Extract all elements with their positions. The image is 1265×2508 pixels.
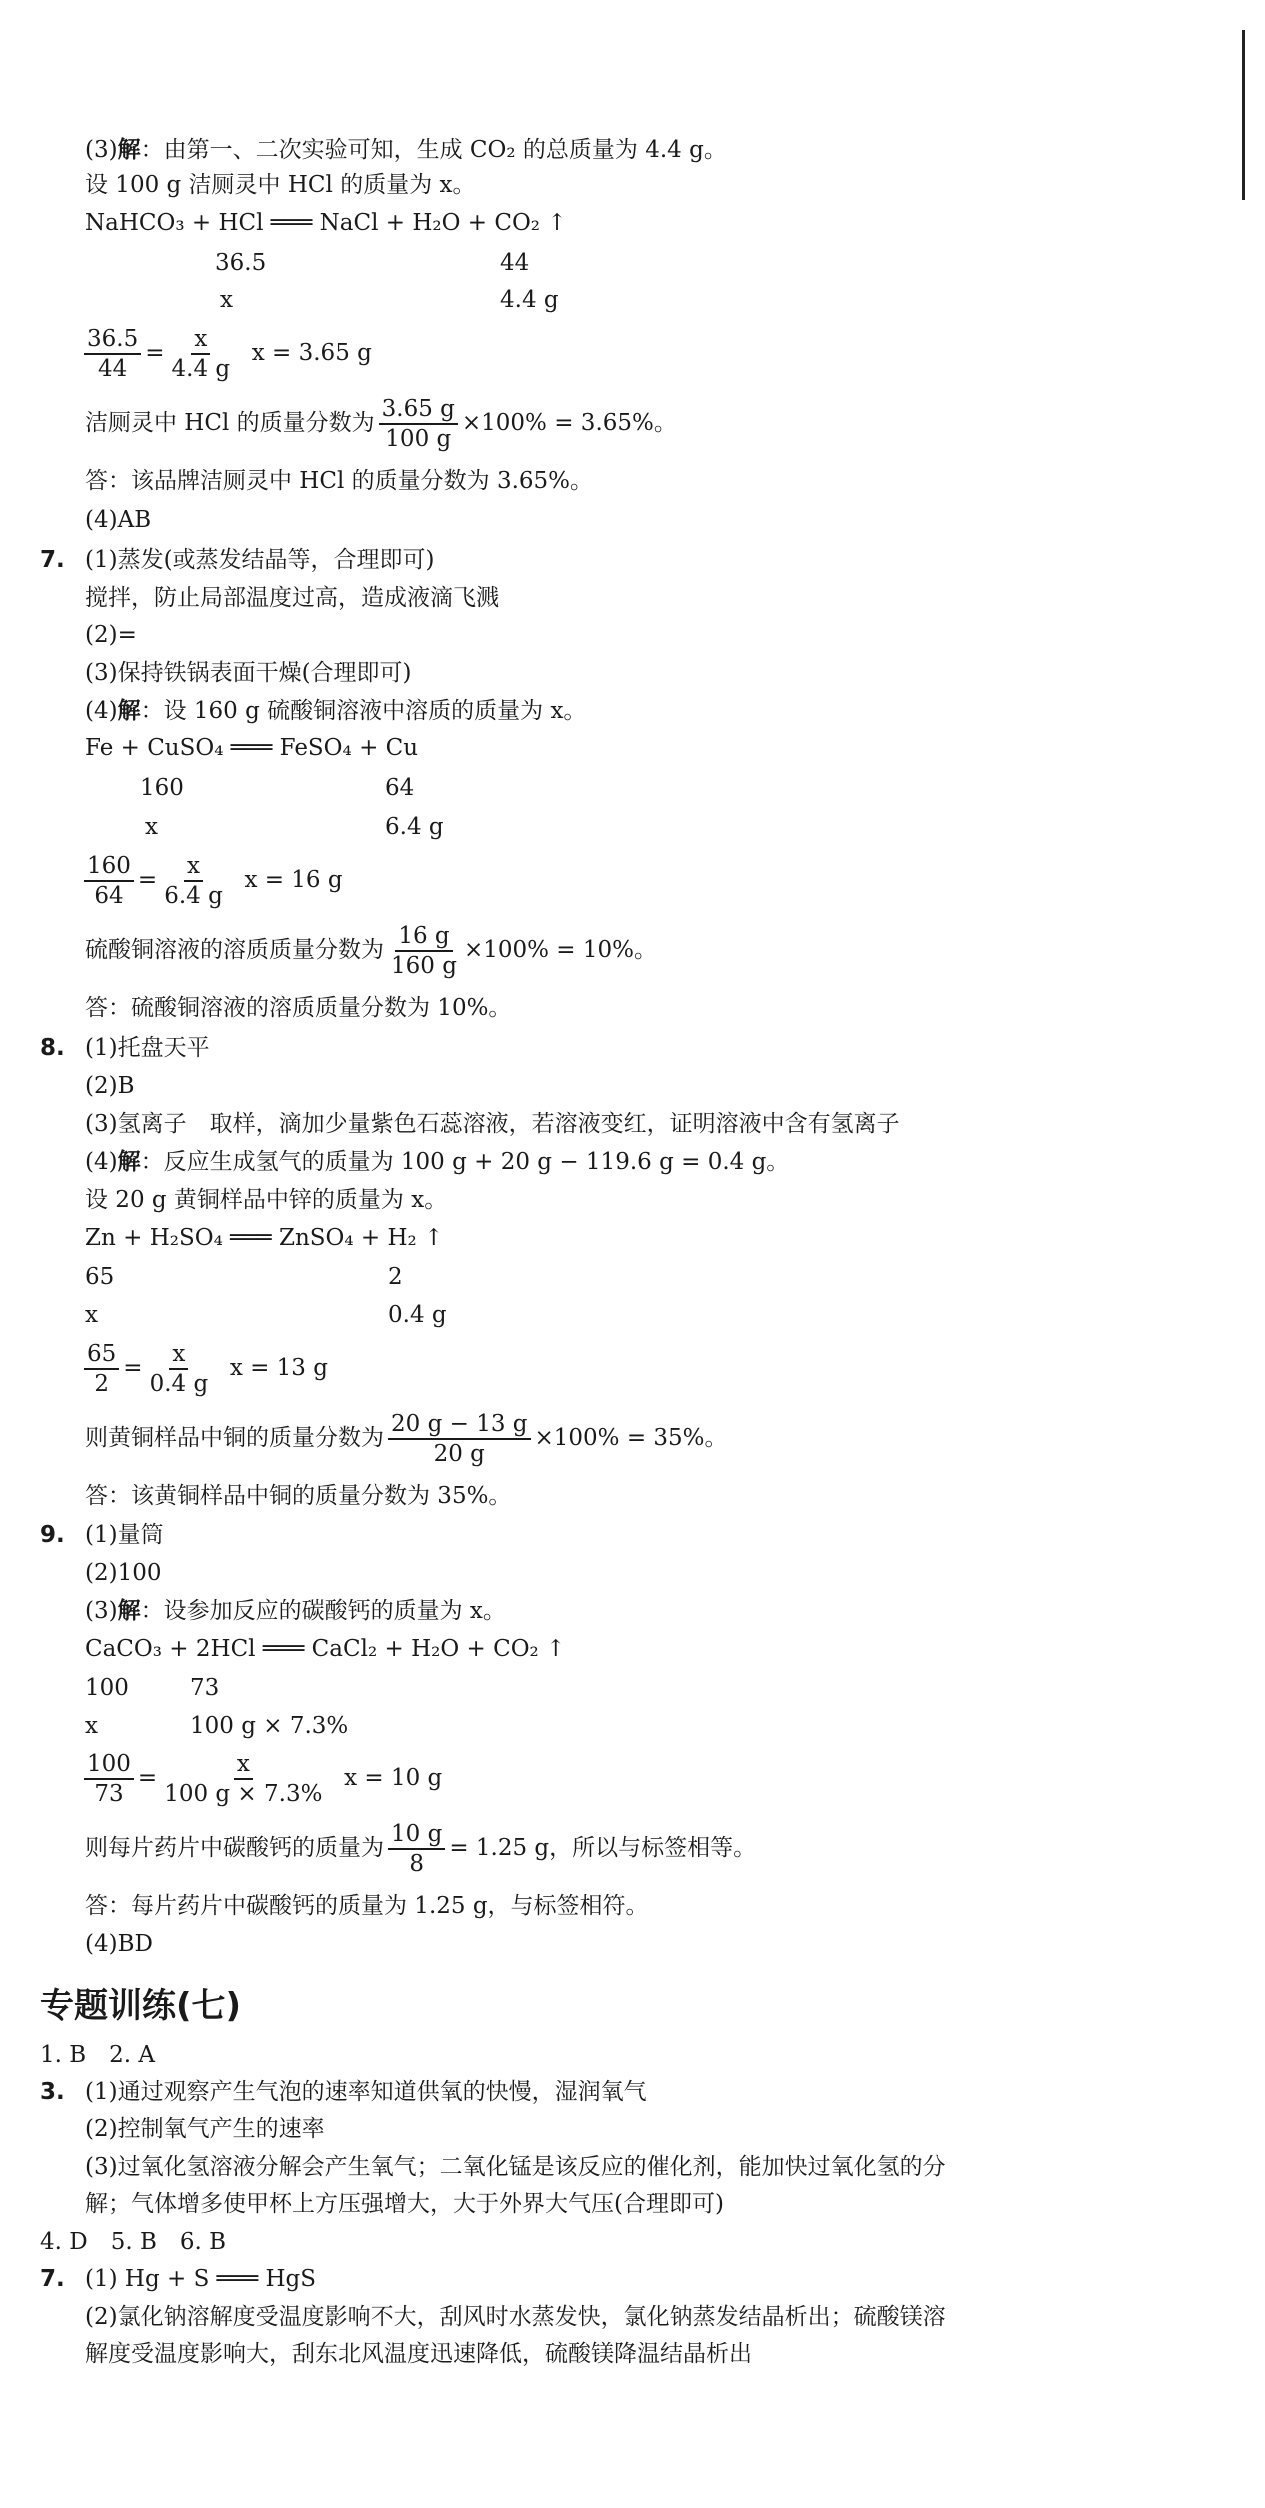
question-number: 9.	[40, 1522, 65, 1548]
q6-part3-line: (3)解：由第一、二次实验可知，生成 CO₂ 的总质量为 4.4 g。	[85, 137, 727, 163]
q8-equation: Zn + H₂SO₄ ═══ ZnSO₄ + H₂ ↑	[85, 1225, 444, 1251]
q7-percent-calc: 硫酸铜溶液的溶质质量分数为 $\frac{16 g}{160 g}$ ×100% = 10%。	[85, 923, 657, 979]
question-number: 3.	[40, 2079, 65, 2105]
q8-coef: x	[85, 1302, 98, 1328]
q8-coef: 2	[388, 1264, 403, 1290]
q8-part4: (4)解：反应生成氢气的质量为 100 g + 20 g − 119.6 g = 0.4 g。	[85, 1149, 790, 1175]
q7-coef: 6.4 g	[385, 814, 444, 840]
s-q3-part1: (1)通过观察产生气泡的速率知道供氧的快慢，湿润氧气	[85, 2079, 647, 2105]
s-q7-part1: (1) Hg + S ═══ HgS	[85, 2266, 317, 2292]
s-q7-part2b: 解度受温度影响大，刮东北风温度迅速降低，硫酸镁降温结晶析出	[85, 2341, 752, 2367]
s-q3-part2: (2)控制氧气产生的速率	[85, 2116, 325, 2142]
question-number: 8.	[40, 1035, 65, 1061]
q7-coef: 160	[140, 775, 184, 801]
q7-part2: (2)=	[85, 622, 137, 648]
question-number: 7.	[40, 547, 65, 573]
q7-coef: x	[145, 814, 158, 840]
q7-part1b: 搅拌，防止局部温度过高，造成液滴飞溅	[85, 585, 499, 611]
q9-coef: 73	[190, 1675, 220, 1701]
q9-answer: 答：每片药片中碳酸钙的质量为 1.25 g，与标签相符。	[85, 1893, 649, 1919]
s-q3-part3: (3)过氧化氢溶液分解会产生氧气；二氧化锰是该反应的催化剂，能加快过氧化氢的分	[85, 2154, 946, 2180]
q8-percent-calc: 则黄铜样品中铜的质量分数为 $\frac{20 g - 13 g}{20 g}$ ×100% = 35%。	[85, 1411, 728, 1467]
q8-answer: 答：该黄铜样品中铜的质量分数为 35%。	[85, 1483, 512, 1509]
q6-proportion: $\frac{36.5}{44}$ = $\frac{x}{4.4 g}$ x = 3.65 g	[80, 325, 372, 383]
q9-part4: (4)BD	[85, 1931, 153, 1957]
q9-proportion: $\frac{100}{73}$ = $\frac{x}{100 g \times 7.3\%}$ x = 10 g	[80, 1750, 442, 1808]
q6-answer: 答：该品牌洁厕灵中 HCl 的质量分数为 3.65%。	[85, 468, 594, 494]
s-q7-part2: (2)氯化钠溶解度受温度影响不大，刮风时水蒸发快，氯化钠蒸发结晶析出；硫酸镁溶	[85, 2304, 946, 2330]
question-number: 7.	[40, 2266, 65, 2292]
q9-coef: 100 g × 7.3%	[190, 1713, 349, 1739]
q9-coef: 100	[85, 1675, 129, 1701]
section-heading: 专题训练(七)	[40, 1986, 242, 2026]
q9-equation: CaCO₃ + 2HCl ═══ CaCl₂ + H₂O + CO₂ ↑	[85, 1636, 566, 1662]
s-q3-part3b: 解；气体增多使甲杯上方压强增大，大于外界大气压(合理即可)	[85, 2191, 724, 2217]
q6-part4: (4)AB	[85, 507, 152, 533]
q7-equation: Fe + CuSO₄ ═══ FeSO₄ + Cu	[85, 735, 419, 761]
q8-part3: (3)氢离子 取样，滴加少量紫色石蕊溶液，若溶液变红，证明溶液中含有氢离子	[85, 1111, 900, 1137]
q6-equation: NaHCO₃ + HCl ═══ NaCl + H₂O + CO₂ ↑	[85, 210, 567, 236]
q6-coef: 36.5	[215, 250, 267, 276]
q9-part3: (3)解：设参加反应的碳酸钙的质量为 x。	[85, 1598, 506, 1624]
answers-4-6: 4. D 5. B 6. B	[40, 2229, 227, 2255]
q9-part2: (2)100	[85, 1560, 162, 1586]
q9-part1: (1)量筒	[85, 1522, 164, 1548]
q7-coef: 64	[385, 775, 415, 801]
q6-percent-calc: 洁厕灵中 HCl 的质量分数为 $\frac{3.65 g}{100 g}$ ×100% = 3.65%。	[85, 396, 677, 452]
q7-proportion: $\frac{160}{64}$ = $\frac{x}{6.4 g}$ x = 16 g	[80, 852, 343, 910]
q6-set-line: 设 100 g 洁厕灵中 HCl 的质量为 x。	[85, 172, 476, 198]
answers-1-2: 1. B 2. A	[40, 2042, 156, 2068]
q8-coef: 65	[85, 1264, 115, 1290]
page-edge-line	[1242, 30, 1245, 200]
q7-part1: (1)蒸发(或蒸发结晶等，合理即可)	[85, 547, 435, 573]
q7-answer: 答：硫酸铜溶液的溶质质量分数为 10%。	[85, 995, 512, 1021]
q9-coef: x	[85, 1713, 98, 1739]
q8-proportion: $\frac{65}{2}$ = $\frac{x}{0.4 g}$ x = 13 g	[80, 1340, 328, 1398]
q7-part3: (3)保持铁锅表面干燥(合理即可)	[85, 660, 412, 686]
q8-part2: (2)B	[85, 1073, 135, 1099]
q7-part4: (4)解：设 160 g 硫酸铜溶液中溶质的质量为 x。	[85, 698, 587, 724]
q8-set-line: 设 20 g 黄铜样品中锌的质量为 x。	[85, 1187, 448, 1213]
q8-coef: 0.4 g	[388, 1302, 447, 1328]
q6-coef: 44	[500, 250, 530, 276]
q6-coef: x	[220, 287, 233, 313]
q6-coef: 4.4 g	[500, 287, 559, 313]
q9-calc: 则每片药片中碳酸钙的质量为 $\frac{10 g}{8}$ = 1.25 g，所以与标签相等。	[85, 1821, 757, 1877]
q8-part1: (1)托盘天平	[85, 1035, 210, 1061]
